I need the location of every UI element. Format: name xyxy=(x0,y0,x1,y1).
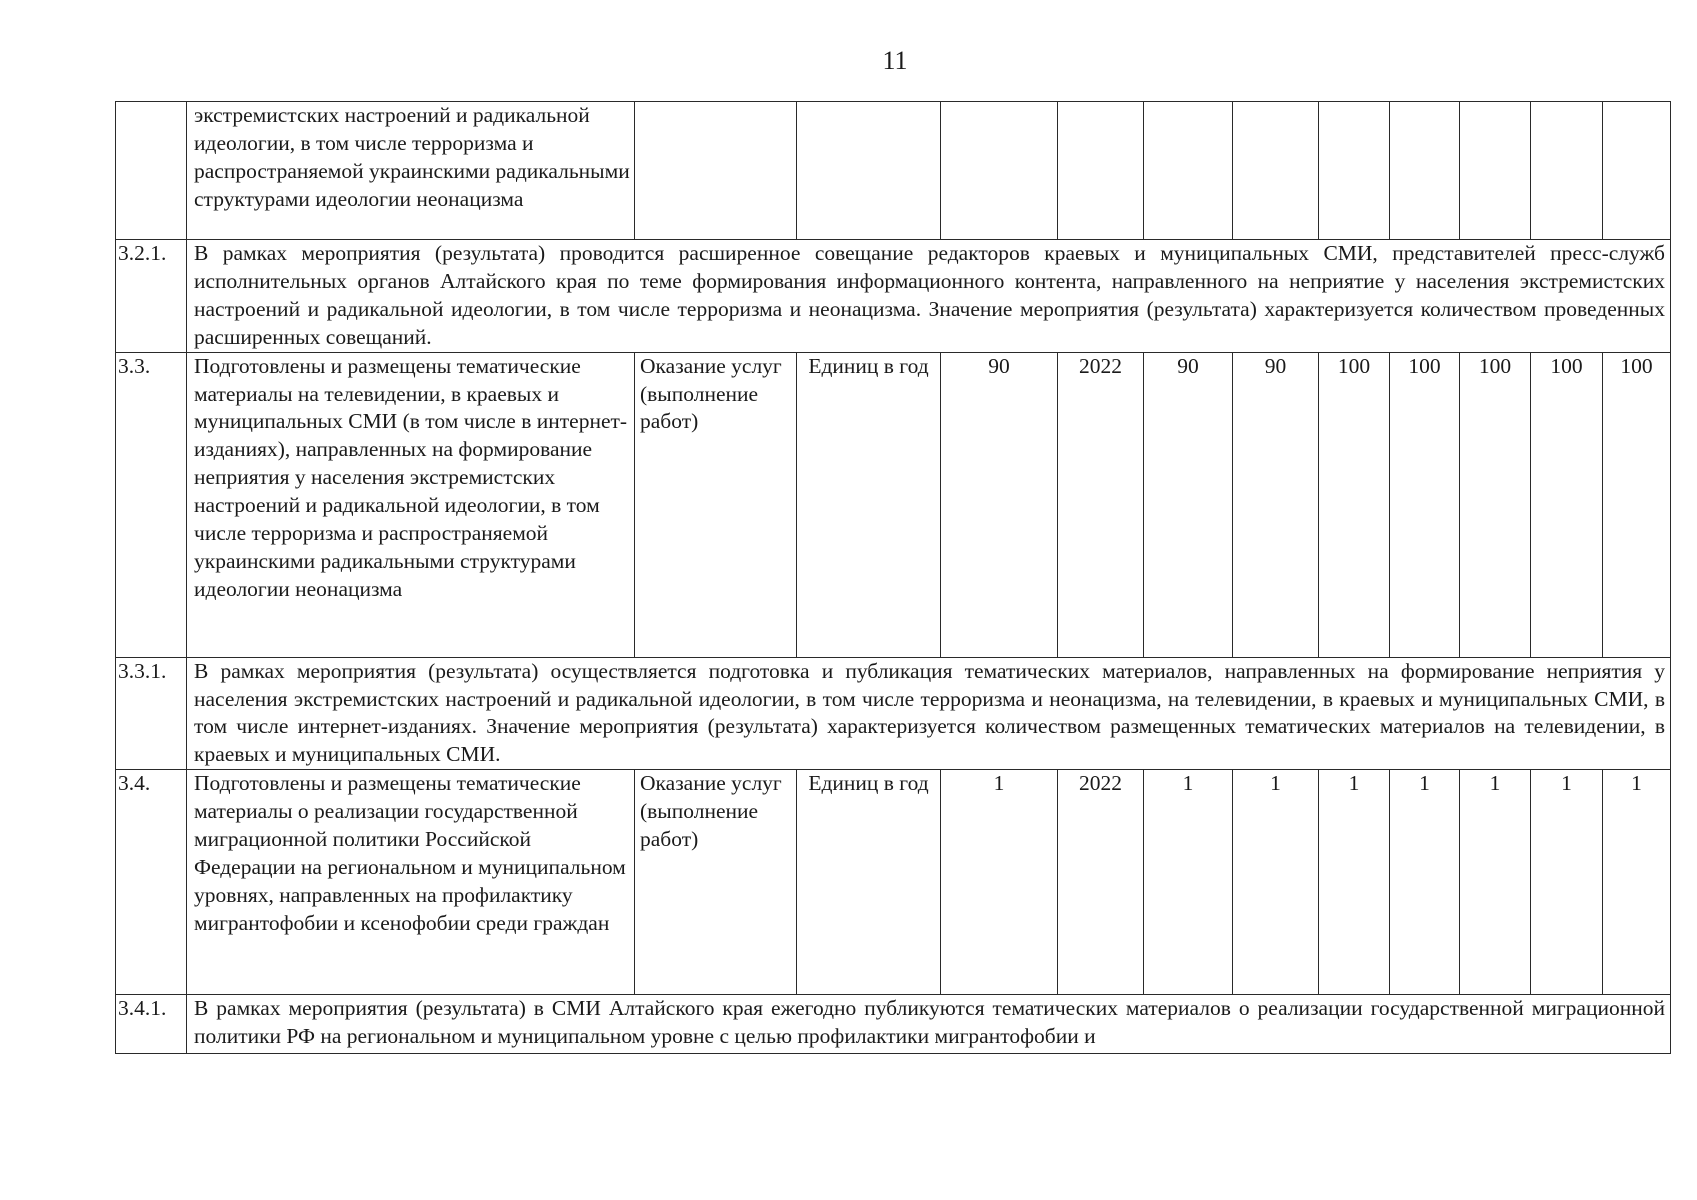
row-number: 3.4. xyxy=(116,770,187,995)
row-number: 3.4.1. xyxy=(116,995,187,1054)
base-year: 2022 xyxy=(1058,352,1144,657)
year-value: 100 xyxy=(1460,352,1531,657)
empty-cell xyxy=(1058,102,1144,240)
row-number: 3.3. xyxy=(116,352,187,657)
year-value: 1 xyxy=(1460,770,1531,995)
year-value: 100 xyxy=(1603,352,1671,657)
table-row-3-3 xyxy=(116,352,1671,657)
result-type: Оказание услуг (выполнение работ) xyxy=(635,352,797,657)
year-value: 1 xyxy=(1603,770,1671,995)
year-value: 1 xyxy=(1233,770,1319,995)
table-row-3-4 xyxy=(116,770,1671,995)
base-value: 90 xyxy=(941,352,1058,657)
year-value: 1 xyxy=(1144,770,1233,995)
unit-of-measure: Единиц в год xyxy=(797,352,941,657)
empty-cell xyxy=(797,102,941,240)
table-row-3-4-1 xyxy=(116,995,1671,1054)
base-value: 1 xyxy=(941,770,1058,995)
result-description: В рамках мероприятия (результата) проводится расширенное совещание редакторов краевых и муниципальных СМИ, представителей пресс-служб исполнительных органов Алтайского края по теме формирования информационного контента, направленного на неприятие у населения экстремистских настроений и радикальной идеологии, в том числе терроризма и неонацизма. Значение мероприятия (результата) характеризуется количеством проведенных расширенных совещаний. xyxy=(187,240,1671,353)
year-value: 100 xyxy=(1319,352,1390,657)
year-value: 1 xyxy=(1390,770,1460,995)
result-type: Оказание услуг (выполнение работ) xyxy=(635,770,797,995)
year-value: 90 xyxy=(1144,352,1233,657)
table-row-continuation xyxy=(116,102,1671,240)
indicator-name: экстремистских настроений и радикальной идеологии, в том числе терроризма и распространяемой украинскими радикальными структурами идеологии неонацизма xyxy=(187,102,635,240)
empty-cell xyxy=(1460,102,1531,240)
year-value: 1 xyxy=(1319,770,1390,995)
empty-cell xyxy=(635,102,797,240)
indicators-table xyxy=(115,101,1671,1054)
result-description: В рамках мероприятия (результата) осуществляется подготовка и публикация тематических материалов, направленных на формирование неприятия у населения экстремистских настроений и радикальной идеологии, в том числе терроризма и неонацизма, на телевидении, в краевых и муниципальных СМИ, в том числе интернет-изданиях. Значение мероприятия (результата) характеризуется количеством размещенных тематических материалов на телевидении, в краевых и муниципальных СМИ. xyxy=(187,657,1671,770)
year-value: 1 xyxy=(1531,770,1603,995)
year-value: 100 xyxy=(1390,352,1460,657)
year-value: 90 xyxy=(1233,352,1319,657)
row-number: 3.2.1. xyxy=(116,240,187,353)
empty-cell xyxy=(1144,102,1233,240)
year-value: 100 xyxy=(1531,352,1603,657)
unit-of-measure: Единиц в год xyxy=(797,770,941,995)
empty-cell xyxy=(1233,102,1319,240)
empty-cell xyxy=(1531,102,1603,240)
empty-cell xyxy=(1603,102,1671,240)
page-number: 11 xyxy=(882,46,908,75)
table-row-3-3-1 xyxy=(116,657,1671,770)
indicator-name: Подготовлены и размещены тематические материалы о реализации государственной миграционной политики Российской Федерации на региональном и муниципальном уровнях, направленных на профилактику мигрантофобии и ксенофобии среди граждан xyxy=(187,770,635,995)
base-year: 2022 xyxy=(1058,770,1144,995)
indicator-name: Подготовлены и размещены тематические материалы на телевидении, в краевых и муниципальных СМИ (в том числе в интернет-изданиях), направленных на формирование неприятия у населения экстремистских настроений и радикальной идеологии, в том числе терроризма и распространяемой украинскими радикальными структурами идеологии неонацизма xyxy=(187,352,635,657)
empty-cell xyxy=(941,102,1058,240)
empty-cell xyxy=(1390,102,1460,240)
empty-cell xyxy=(1319,102,1390,240)
result-description: В рамках мероприятия (результата) в СМИ Алтайского края ежегодно публикуются тематических материалов о реализации государственной миграционной политики РФ на региональном и муниципальном уровне с целью профилактики мигрантофобии и xyxy=(187,995,1671,1054)
row-number xyxy=(116,102,187,240)
table-row-3-2-1 xyxy=(116,240,1671,353)
row-number: 3.3.1. xyxy=(116,657,187,770)
